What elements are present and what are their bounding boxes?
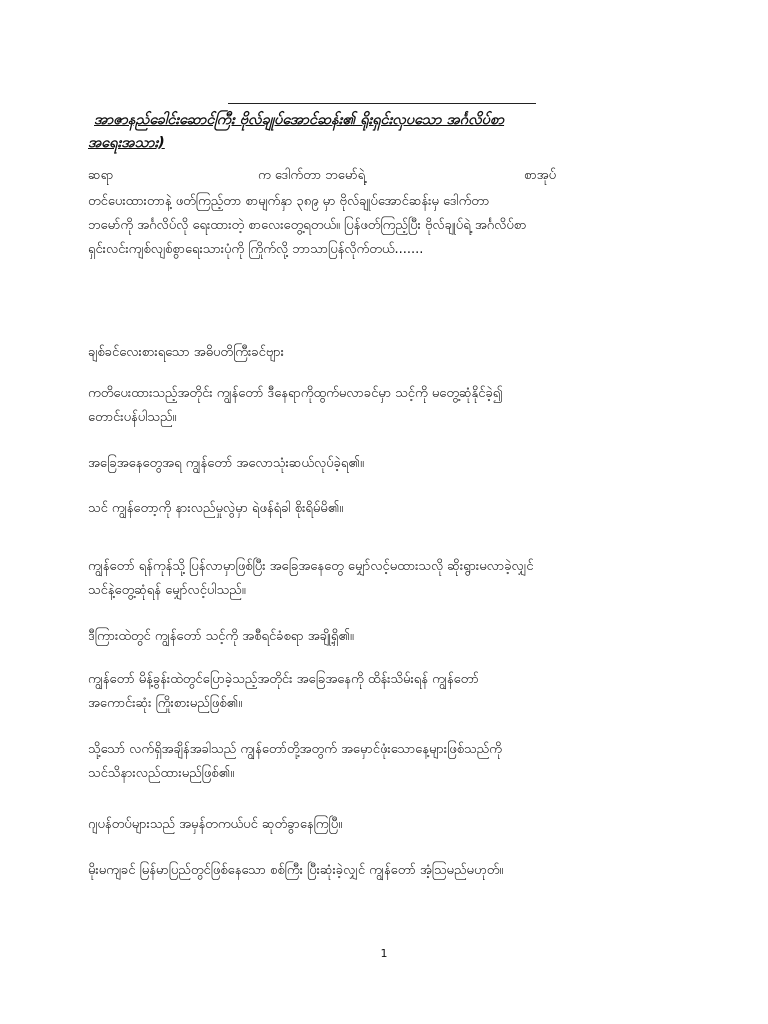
letter-paragraph	[88, 625, 688, 649]
credit-right: စာအုပ်	[524, 168, 557, 183]
paragraph-line: ကျွန်တော် ရန်ကုန်သို့ ပြန်လာမှာဖြစ်ပြီး အခြေအနေတွေ မျှော်လင့်မထားသလို ဆိုးရွားမလာခဲ့လျှင်	[88, 559, 534, 574]
paragraph-line: သင်သိနားလည်ထားမည်ဖြစ်၏။	[88, 766, 235, 781]
letter-paragraph	[88, 382, 688, 430]
paragraph-line: တောင်းပန်ပါသည်။	[88, 410, 177, 425]
letter-paragraph	[88, 668, 688, 716]
title-line: အရေးအသား)	[88, 135, 165, 151]
paragraph-line: မိုးမကျခင် မြန်မာပြည်တွင်ဖြစ်နေသော စစ်ကြီး ပြီးဆုံးခဲ့လျှင် ကျွန်တော် အံ့သြမည်မဟုတ်။	[88, 863, 504, 878]
letter-paragraph	[88, 859, 688, 883]
credit-line	[88, 166, 688, 186]
paragraph-line: ဂျပန်တပ်များသည် အမှန်တကယ်ပင် ဆုတ်ခွာနေကြပြီ။	[88, 817, 343, 832]
letter-paragraph	[88, 555, 688, 603]
paragraph-line: အကောင်းဆုံး ကြိုးစားမည်ဖြစ်၏။	[88, 696, 243, 711]
paragraph-line: ချစ်ခင်လေးစားရသော အဓိပတိကြီးခင်ဗျား	[88, 345, 284, 360]
intro-line: ဘမော်ကို အင်္ဂလိပ်လို ရေးထားတဲ့ စာလေးတွေ့ရတယ်။ ပြန်ဖတ်ကြည့်ပြီး ဗိုလ်ချုပ်ရဲ့ အင်္ဂလိပ်စာ	[88, 218, 527, 233]
letter-paragraph	[88, 452, 688, 476]
credit-middle: က ဒေါက်တာ ဘမော်ရဲ့	[258, 168, 366, 183]
letter-paragraph	[88, 497, 688, 521]
intro-line: တင်ပေးထားတာနဲ့ ဖတ်ကြည့်တာ စာမျက်နှာ ၃၈၉ မှာ ဗိုလ်ချုပ်အောင်ဆန်းမှ ဒေါက်တာ	[88, 194, 490, 209]
title-line: အာဇာနည်ခေါင်းဆောင်ကြီး ဗိုလ်ချုပ်အောင်ဆန်း၏ ရိုးရှင်းလှပသော အင်္ဂလိပ်စာ	[94, 112, 505, 128]
paragraph-line: ကတိပေးထားသည့်အတိုင်း ကျွန်တော် ဒီနေရာကိုထွက်မလာခင်မှာ သင့်ကို မတွေ့ဆုံနိုင်ခဲ့၍	[88, 386, 503, 401]
intro-paragraph	[88, 190, 688, 262]
letter-salutation	[88, 341, 688, 365]
letter-paragraph	[88, 738, 688, 786]
paragraph-line: သို့သော် လက်ရှိအချိန်အခါသည် ကျွန်တော်တို့အတွက် အမှောင်ဖုံးသောနေ့များဖြစ်သည်ကို	[88, 742, 502, 757]
paragraph-line: ကျွန်တော် မိန့်ခွန်းထဲတွင်ပြောခဲ့သည့်အတိုင်း အခြေအနေကို ထိန်းသိမ်းရန် ကျွန်တော်	[88, 672, 479, 687]
page-number: 1	[380, 947, 388, 960]
letter-paragraph	[88, 813, 688, 837]
intro-line: ရှင်းလင်းကျစ်လျစ်စွာရေးသားပုံကို ကြိုက်လို့ ဘာသာပြန်လိုက်တယ်.......	[88, 242, 424, 257]
credit-left: ဆရာ	[88, 168, 114, 183]
paragraph-line: အခြေအနေတွေအရ ကျွန်တော် အလောသုံးဆယ်လုပ်ခဲ့ရ၏။	[88, 456, 364, 471]
document-title	[88, 109, 688, 155]
paragraph-line: သင်နဲ့တွေ့ဆုံရန် မျှော်လင့်ပါသည်။	[88, 583, 246, 598]
paragraph-line: ဒီကြားထဲတွင် ကျွန်တော် သင့်ကို အစီရင်ခံစရာ အချို့ရှိ၏။	[88, 629, 354, 644]
title-top-rule	[228, 103, 536, 104]
paragraph-line: သင် ကျွန်တော့ကို နားလည်မှုလွဲမှာ ရဲဖန်ရံခါ စိုးရိမ်မိ၏။	[88, 501, 344, 516]
